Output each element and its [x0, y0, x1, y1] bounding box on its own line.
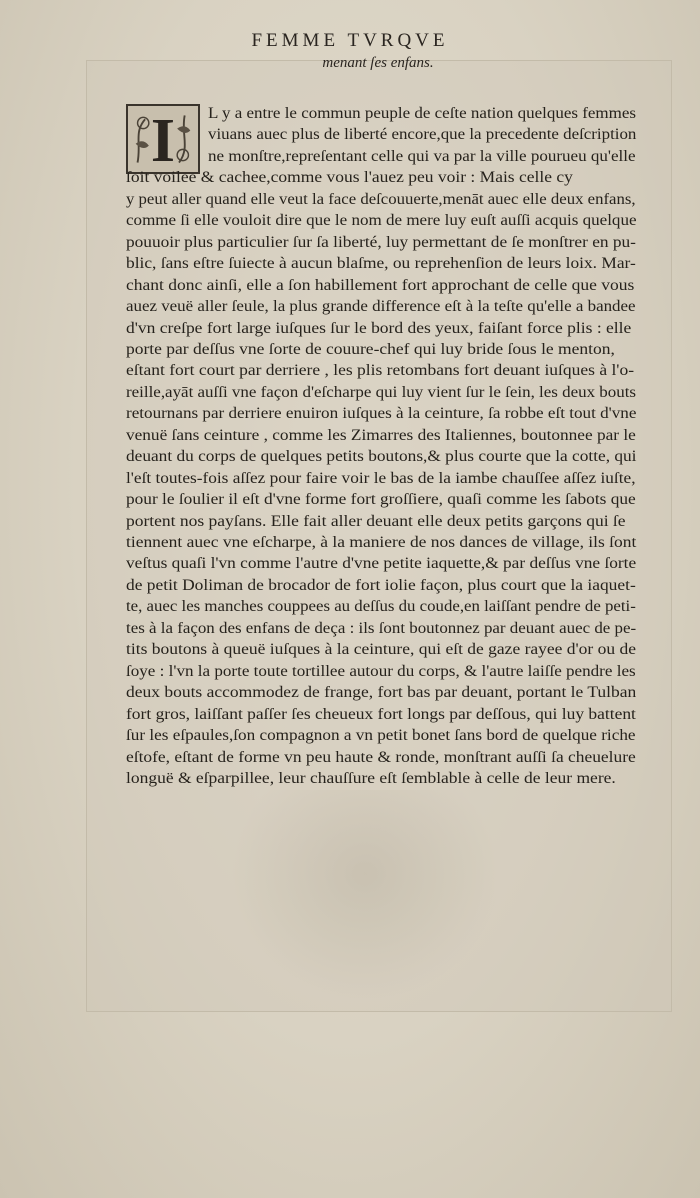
- text-line: comme ſi elle vouloit dire que le nom de mere luy euſt auſſi acquis quelque: [126, 211, 637, 230]
- text-line: viuans auec plus de liberté encore,que la precedente deſcription: [208, 125, 637, 144]
- text-line: retournans par derriere enuiron iuſques à la ceinture, ſa robbe eſt tout d'vne: [126, 404, 637, 423]
- text-line: reille,ayāt auſſi vne façon d'eſcharpe qui luy vient ſur le ſein, les deux bouts: [126, 382, 637, 401]
- initial-letter: I: [150, 107, 176, 175]
- bleedthrough-figure: [230, 790, 500, 1000]
- text-line: longuë & eſparpillee, leur chauſſure eſt ſemblable à celle de leur mere.: [126, 768, 616, 787]
- text-line: blic, ſans eſtre ſuiecte à aucun blaſme, ou reprehenſion de leurs loix. Mar-: [126, 254, 636, 273]
- text-line: pouuoir plus particulier ſur ſa liberté, luy permettant de ſe monſtrer en pu-: [126, 232, 636, 251]
- text-line: pour le ſoulier il eſt d'vne forme fort groſſiere, quaſi comme les ſabots que: [126, 490, 636, 509]
- text-line: fort gros, laiſſant paſſer ſes cheueux fort longs par deſſous, qui luy battent: [126, 704, 636, 723]
- text-line: tiennent auec vne eſcharpe, à la maniere de nos dances de village, ils ſont: [126, 533, 637, 551]
- text-line: chant donc ainſi, elle a ſon habillement fort approchant de celle que vous: [126, 275, 635, 294]
- text-line: portent nos payſans. Elle fait aller deuant elle deux petits garçons qui ſe: [126, 511, 626, 530]
- text-line: ſoye : l'vn la porte toute tortillee autour du corps, & l'autre laiſſe pendre les: [126, 661, 636, 680]
- page-title: FEMME TVRQVE: [251, 30, 449, 51]
- text-line: ſoit voilee & cachee,comme vous l'auez peu voir : Mais celle cy: [126, 168, 573, 187]
- text-line: eſtofe, eſtant de forme vn peu haute & ronde, monſtrant auſſi ſa cheuelure: [126, 747, 636, 766]
- text-line: deux bouts accommodez de frange, fort bas par deuant, portant le Tulban: [126, 683, 637, 702]
- decorated-initial: [126, 104, 200, 174]
- text-line: de petit Doliman de brocador de fort iolie façon, plus court que la iaquet-: [126, 575, 636, 594]
- text-line: te, auec les manches couppees au deſſus du coude,en laiſſant pendre de peti-: [126, 597, 636, 616]
- text-line: L y a entre le commun peuple de ceſte nation quelques femmes: [208, 104, 636, 122]
- text-line: venuë ſans ceinture , comme les Zimarres des Italiennes, boutonnee par le: [126, 425, 636, 444]
- text-line: l'eſt toutes-fois aſſez pour faire voir le bas de la iambe chauſſee aſſez iuſte,: [126, 468, 636, 487]
- page-subtitle: menant ſes enfans.: [322, 55, 434, 71]
- text-line: veſtus quaſi l'vn comme l'autre d'vne petite iaquette,& par deſſus vne ſorte: [126, 554, 637, 573]
- text-line: tes à la façon des enfans de deça : ils ſont boutonnez par deuant auec de pe-: [126, 618, 637, 637]
- text-line: ſur les eſpaules,ſon compagnon a vn petit bonet ſans bord de quelque riche: [126, 726, 636, 745]
- text-line: tits boutons à queuë iuſques à la ceinture, qui eſt de gaze rayee d'or ou de: [126, 640, 636, 659]
- text-line: porte par deſſus vne ſorte de couure-chef qui luy bride ſous le menton,: [126, 339, 615, 358]
- text-line: eſtant fort court par derriere , les plis retombans fort deuant iuſques à l'o-: [126, 361, 635, 380]
- text-line: auez veuë aller ſeule, la plus grande difference eſt à la teſte qu'elle a bandee: [126, 297, 636, 316]
- text-line: ne monſtre,repreſentant celle qui va par la ville pourueu qu'elle: [208, 146, 636, 165]
- text-line: d'vn creſpe fort large iuſques ſur le bord des yeux, faiſant force plis : elle: [126, 318, 632, 337]
- text-line: deuant du corps de quelques petits boutons,& plus courte que la cotte, qui: [126, 447, 637, 466]
- text-line: y peut aller quand elle veut la face deſcouuerte,menāt auec elle deux enfans,: [126, 189, 636, 208]
